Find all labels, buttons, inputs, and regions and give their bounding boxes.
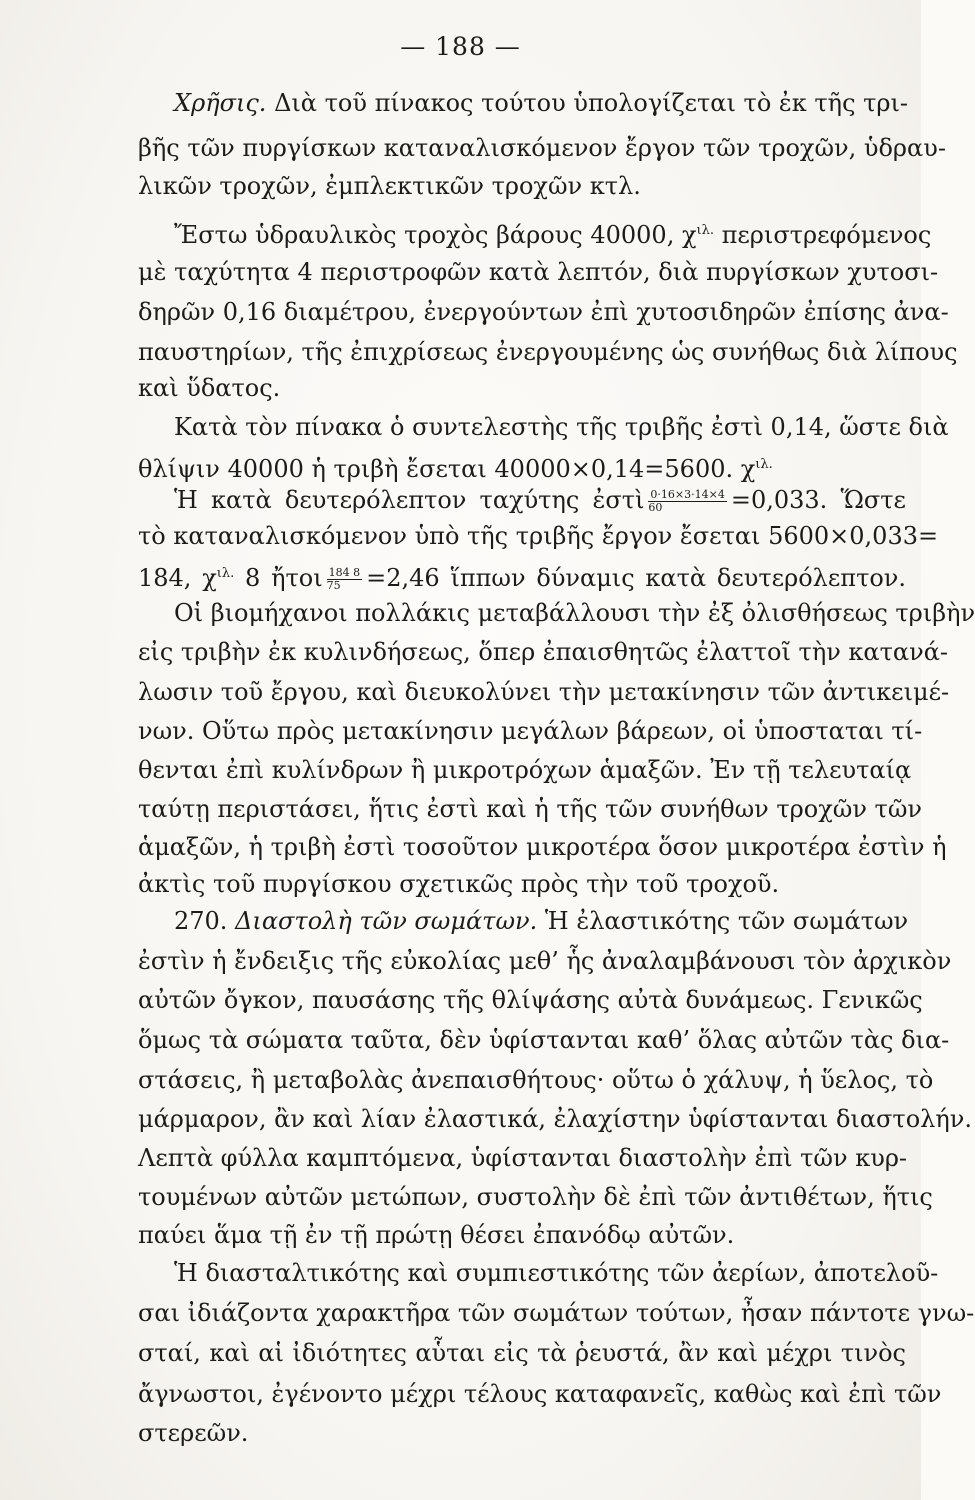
fraction: [327, 567, 363, 592]
text-run: δηρῶν 0,16 διαμέτρου, ἐνεργούντων ἐπὶ χυτοσιδηρῶν ἐπίσης ἀνα-: [138, 298, 949, 326]
text-run: ἄγνωστοι, ἐγένοντο μέχρι τέλους καταφανεῖς, καθὼς καὶ ἐπὶ τῶν: [138, 1380, 942, 1408]
fraction-denominator: 75: [326, 579, 341, 592]
text-line: [138, 1298, 975, 1328]
text-line: [138, 521, 939, 551]
text-line: [138, 1418, 906, 1448]
text-run: ἁμαξῶν, ἡ τριβὴ ἐστὶ τοσοῦτον μικροτέρα ὅσον μικροτέρα ἐστὶν ἡ: [138, 833, 947, 861]
text-run: ἐστὶν ἡ ἔνδειξις τῆς εὐκολίας μεθ’ ἧς ἀναλαμβάνουσι τὸν ἀρχικὸν: [138, 947, 952, 975]
text-line: [138, 337, 958, 367]
text-run: Οἱ βιομήχανοι πολλάκις μεταβάλλουσι τὴν ἐξ ὀλισθήσεως τριβὴν: [174, 599, 975, 627]
text-line: [138, 1379, 942, 1409]
text-run: τουμένων αὐτῶν μετώπων, συστολὴν δὲ ἐπὶ τῶν ἀντιθέτων, ἥτις: [138, 1183, 933, 1211]
text-run: ιλ.: [216, 566, 235, 581]
text-run: μάρμαρον, ἂν καὶ λίαν ἐλαστικά, ἐλαχίστην ὑφίστανται διαστολήν.: [138, 1105, 972, 1133]
text-run: βῆς τῶν πυργίσκων καταναλισκόμενον ἔργον τῶν τροχῶν, ὑδραυ-: [138, 134, 946, 162]
text-line: [138, 1338, 906, 1368]
text-run: Ἡ κατὰ δευτερόλεπτον ταχύτης ἐστὶ: [174, 486, 645, 514]
text-run: Διὰ τοῦ πίνακος τούτου ὑπολογίζεται τὸ ἐκ τῆς τρι-: [266, 89, 909, 117]
text-line: [138, 1065, 934, 1095]
text-run: ιλ.: [696, 223, 714, 238]
text-run: σαι ἰδιάζοντα χαρακτῆρα τῶν σωμάτων τούτων, ἦσαν πάντοτε γνω-: [138, 1299, 975, 1327]
text-line: [138, 716, 923, 746]
text-run: αὐτῶν ὄγκον, παυσάσης τῆς θλίψάσης αὐτὰ δυνάμεως. Γενικῶς: [138, 986, 923, 1014]
text-run: νων. Οὕτω πρὸς μετακίνησιν μεγάλων βάρεων, οἱ ὑποσταται τί-: [138, 717, 923, 745]
text-line: [174, 598, 975, 628]
text-run: περιστρεφόμενος: [713, 221, 932, 249]
text-line: [174, 906, 909, 936]
text-line: [174, 1258, 939, 1288]
text-run: λικῶν τροχῶν, ἐμπλεκτικῶν τροχῶν κτλ.: [138, 172, 641, 200]
text-line: [174, 412, 949, 442]
text-run: 184, χ: [138, 564, 217, 592]
text-run: 8 ἤτοι: [234, 564, 323, 592]
text-line: [138, 559, 906, 593]
text-run: στάσεις, ἢ μεταβολὰς ἀνεπαισθήτους· οὕτω ὁ χάλυψ, ἡ ὕελος, τὸ: [138, 1066, 934, 1094]
text-run: θενται ἐπὶ κυλίνδρων ἢ μικροτρόχων ἁμαξῶν. Ἐν τῇ τελευταίᾳ: [138, 756, 912, 784]
text-run: Κατὰ τὸν πίνακα ὁ συντελεστὴς τῆς τριβῆς ἐστὶ 0,14, ὥστε διὰ: [174, 413, 949, 441]
fraction-denominator: 60: [648, 501, 663, 514]
text-run: καὶ ὕδατος.: [138, 374, 281, 402]
text-run: λωσιν τοῦ ἔργου, καὶ διευκολύνει τὴν μετακίνησιν τῶν ἀντικειμέ-: [138, 678, 950, 706]
text-line: [174, 485, 906, 515]
text-run: Ἡ διασταλτικότης καὶ συμπιεστικότης τῶν ἀερίων, ἀποτελοῦ-: [174, 1259, 939, 1287]
text-line: [138, 985, 923, 1015]
text-run: =0,033. Ὥστε: [730, 486, 906, 514]
text-line: [138, 637, 949, 667]
text-run: μὲ ταχύτητα 4 περιστροφῶν κατὰ λεπτόν, διὰ πυργίσκων χυτοσι-: [138, 258, 939, 286]
text-run: εἰς τριβὴν ἐκ κυλινδήσεως, ὅπερ ἐπαισθητῶς ἐλαττοῖ τὴν κατανά-: [138, 638, 949, 666]
text-run: Ἡ ἐλαστικότης τῶν σωμάτων: [537, 907, 909, 935]
text-run: ὅμως τὰ σώματα ταῦτα, δὲν ὑφίστανται καθ’ ὅλας αὐτῶν τὰς δια-: [138, 1026, 950, 1054]
text-line: [138, 1025, 950, 1055]
text-line: [138, 794, 922, 824]
text-line: [138, 677, 950, 707]
italic-heading: Χρῆσις.: [174, 89, 267, 117]
text-line: [138, 1220, 906, 1250]
text-line: [174, 216, 932, 250]
text-line: [138, 1182, 933, 1212]
text-run: θλίψιν 40000 ἡ τριβὴ ἔσεται 40000×0,14=5600. χ: [138, 455, 756, 483]
page-number: — 188 —: [400, 32, 521, 61]
text-line: [138, 171, 906, 201]
fraction-numerator: 0·16×3·14×4: [650, 488, 725, 501]
text-line: [138, 1104, 972, 1134]
text-run: τὸ καταναλισκόμενον ὑπὸ τῆς τριβῆς ἔργον ἔσεται 5600×0,033=: [138, 522, 939, 550]
text-line: [138, 373, 906, 403]
text-line: [138, 946, 952, 976]
text-line: [138, 133, 946, 163]
fraction: [648, 489, 726, 514]
text-run: 270.: [174, 907, 236, 935]
text-run: ἀκτὶς τοῦ πυργίσκου σχετικῶς πρὸς τὴν τοῦ τροχοῦ.: [138, 870, 780, 898]
fraction-numerator: 184 8: [328, 566, 361, 579]
text-line: [138, 297, 949, 327]
text-run: παύει ἅμα τῇ ἐν τῇ πρώτῃ θέσει ἐπανόδῳ αὐτῶν.: [138, 1221, 735, 1249]
text-line: [138, 257, 939, 287]
text-run: στερεῶν.: [138, 1419, 249, 1447]
text-run: ταύτῃ περιστάσει, ἥτις ἐστὶ καὶ ἡ τῆς τῶν συνήθων τροχῶν τῶν: [138, 795, 922, 823]
text-line: [174, 88, 909, 118]
text-line: [138, 869, 906, 899]
text-run: σταί, καὶ αἱ ἰδιότητες αὗται εἰς τὰ ῥευστά, ἂν καὶ μέχρι τινὸς: [138, 1339, 906, 1367]
text-line: [138, 1143, 906, 1173]
text-line: [138, 755, 912, 785]
text-run: ιλ.: [755, 457, 773, 472]
text-line: [138, 832, 947, 862]
text-run: παυστηρίων, τῆς ἐπιχρίσεως ἐνεργουμένης ὡς συνήθως διὰ λίπους: [138, 338, 958, 366]
italic-heading: Διαστολὴ τῶν σωμάτων.: [235, 907, 538, 935]
text-run: Ἔστω ὑδραυλικὸς τροχὸς βάρους 40000, χ: [174, 221, 697, 249]
text-run: Λεπτὰ φύλλα καμπτόμενα, ὑφίστανται διαστολὴν ἐπὶ τῶν κυρ-: [138, 1144, 908, 1172]
text-line: [138, 450, 906, 484]
text-run: =2,46 ἵππων δύναμις κατὰ δευτερόλεπτον.: [366, 564, 907, 592]
